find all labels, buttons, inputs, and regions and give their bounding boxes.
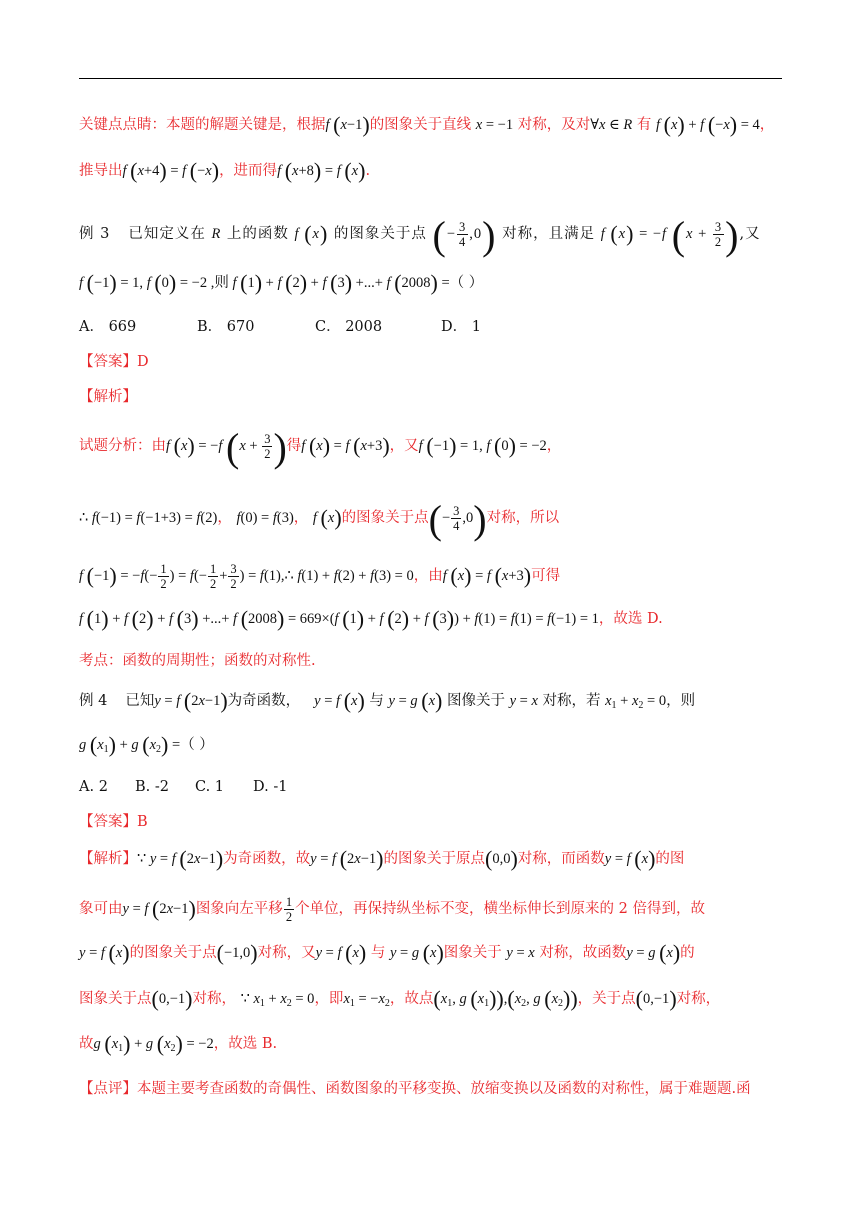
text: ，由 <box>413 567 443 584</box>
text: 图象关于 <box>443 945 502 961</box>
key-point-line: 关键点点睛：本题的解题关键是，根据f (x−1)的图象关于直线 x = −1 对称，及对∀x ∈ R 有 f (x) + f (−x) = 4， <box>79 112 775 137</box>
answer-blank: （ ） <box>180 737 214 753</box>
solution-line-2: ∴ f(−1) = f(−1+3) = f(2)， f(0) = f(3)， f (x)的图象关于点(− $\frac{3}{4}$ ,0)对称，所以 <box>79 496 560 542</box>
text: 对称，若 <box>542 693 601 709</box>
option-d: D. -1 <box>253 779 288 795</box>
option-a: A. 2 <box>79 779 108 795</box>
solution-line-1: 试题分析：由f (x) = −f (x + $\frac{3}{2}$ )得f (x) = f (x+3)，又f (−1) = 1, f (0) = −2， <box>79 424 562 470</box>
text: 得 <box>286 437 302 454</box>
analysis-3-heading: 【解析】 <box>79 389 137 405</box>
text: ，故选 D. <box>598 611 663 627</box>
option-c: C． 2008 <box>315 319 383 335</box>
option-b: B． 670 <box>197 319 255 335</box>
text: 的 <box>680 945 695 961</box>
text: 对称，又 <box>257 945 316 961</box>
text: 的图 <box>655 851 685 867</box>
text: ，故选 B. <box>213 1036 278 1052</box>
example-label: 例 3 <box>79 225 111 242</box>
text: ，又 <box>389 437 419 454</box>
text: 对称，且满足 <box>502 225 596 242</box>
text: 对称，故函数 <box>539 945 627 961</box>
text: 为奇函数，故 <box>223 851 311 867</box>
answer-blank: （ ） <box>449 275 484 291</box>
analysis-4-line-1: 【解析】∵ y = f (2x−1)为奇函数，故y = f (2x−1)的图象关于原点(0,0)对称，而函数y = f (x)的图 <box>79 846 685 871</box>
option-d: D． 1 <box>441 319 481 335</box>
text: 对称， <box>676 991 721 1007</box>
text: 个单位，再保持纵坐标不变，横坐标伸长到原来的 2 倍得到，故 <box>295 900 706 917</box>
text: 的图象关于点 <box>333 225 427 242</box>
example-label: 例 4 <box>79 693 108 709</box>
analysis-4-line-2: 象可由y = f (2x−1)图象向左平移 $\frac{1}{2}$ 个单位，再保持纵坐标不变，横坐标伸长到原来的 2 倍得到，故 <box>79 895 706 924</box>
text: . <box>365 163 371 179</box>
text: 图像关于 <box>446 693 505 709</box>
analysis-4-line-3: y = f (x)的图象关于点(−1,0)对称，又y = f (x) 与 y = g (x)图象关于 y = x 对称，故函数y = g (x)的 <box>79 940 695 965</box>
text: 试题分析：由 <box>79 437 166 454</box>
text: 与 <box>369 693 384 709</box>
text: 图象向左平移 <box>195 900 283 917</box>
text: 已知定义在 <box>128 225 206 242</box>
solution-line-3: f (−1) = −f(− $\frac{1}{2}$ ) = f(− $\frac{1}{2}$ + $\frac{3}{2}$ ) = f(1),∴ f(1) + f(2) + f(3) = 0，由f (x) = f (x+3)可得 <box>79 562 561 591</box>
analysis-4-line-4: 图象关于点(0,−1)对称， ∵ $x_1 + x_2 = 0$，即$x_1 = -x_2$，故点($x_1$, g $(x_1)),(x_2$, g $(x_2)$)，关于点(0,−1)对称， <box>79 986 721 1011</box>
text: ，则 <box>666 693 696 709</box>
text: 的图象关于原点 <box>383 851 485 867</box>
example-3-options <box>79 316 785 338</box>
option-a: A． 669 <box>79 319 137 335</box>
text: 对称， <box>192 991 236 1007</box>
option-c: C. 1 <box>195 779 225 795</box>
text: 的图象关于点 <box>341 509 429 526</box>
text: 的图象关于直线 <box>369 117 472 133</box>
text: 推导出 <box>79 163 123 179</box>
option-b: B. -2 <box>135 779 169 795</box>
text: ， <box>546 437 562 454</box>
text: ,又 <box>739 225 761 242</box>
text: 关键点点睛：本题的解题关键是，根据 <box>79 117 326 133</box>
text: 本题主要考查函数的奇偶性、函数图象的平移变换、放缩变换以及函数的对称性，属于难题题.函 <box>137 1081 751 1097</box>
text: 有 <box>636 117 652 133</box>
solution-line-4: f (1) + f (2) + f (3) +...+ f (2008) = 669×(f (1) + f (2) + f (3)) + f(1) = f(1) = f(−1) = 1，故选 D. <box>79 606 663 631</box>
example-4-question-2: g $(x_1) + g$ $(x_2)$ =（ ） <box>79 732 214 757</box>
example-4-options <box>79 776 785 798</box>
comment-line <box>79 1078 785 1100</box>
key-point-line-2: 推导出f (x+4) = f (−x)，进而得f (x+8) = f (x). <box>79 158 371 183</box>
text: 上的函数 <box>226 225 289 242</box>
text: ，即 <box>314 991 344 1007</box>
header-rule <box>79 78 782 79</box>
analysis-4-line-5: 故g $(x_1) + g$ $(x_2) = -2$，故选 B. <box>79 1031 278 1056</box>
example-4-question: 例 4 已知y = f (2x−1)为奇函数， y = f (x) 与 y = g (x) 图像关于 y = x 对称，若 $x_1 + x_2 = 0$，则 <box>79 688 696 713</box>
example-3-question: 例 3 已知定义在 R 上的函数 f (x) 的图象关于点 (− $\frac{3}{4}$ ,0) 对称，且满足 f (x) = −f (x + $\frac{3}{2}$ ),又 <box>79 212 761 258</box>
text: 与 <box>370 945 386 961</box>
answer-3: 【答案】D <box>79 354 149 370</box>
text: 故 <box>79 1036 94 1052</box>
analysis-tag: 【解析】 <box>79 851 137 867</box>
text: ，进而得 <box>219 163 278 179</box>
text: 对称，及对 <box>517 117 591 133</box>
text: ， <box>293 509 309 526</box>
text: 已知 <box>125 693 155 709</box>
text: 图象关于点 <box>79 991 152 1007</box>
text: 象可由 <box>79 900 123 917</box>
answer-4: 【答案】B <box>79 814 148 830</box>
knowledge-point: 考点：函数的周期性；函数的对称性. <box>79 653 316 669</box>
text: 对称，而函数 <box>517 851 605 867</box>
comment-tag: 【点评】 <box>79 1081 137 1097</box>
text: 对称，所以 <box>486 509 560 526</box>
text: ， <box>217 509 232 526</box>
example-3-question-2: f (−1) = 1, f (0) = −2 ,则 f (1) + f (2) + f (3) +...+ f (2008) =（ ） <box>79 270 484 295</box>
text: ，关于点 <box>577 991 636 1007</box>
text: ，故点 <box>389 991 434 1007</box>
text: 可得 <box>531 567 561 584</box>
text: ， <box>759 117 775 133</box>
text: 的图象关于点 <box>129 945 217 961</box>
text: 为奇函数， <box>227 693 301 709</box>
